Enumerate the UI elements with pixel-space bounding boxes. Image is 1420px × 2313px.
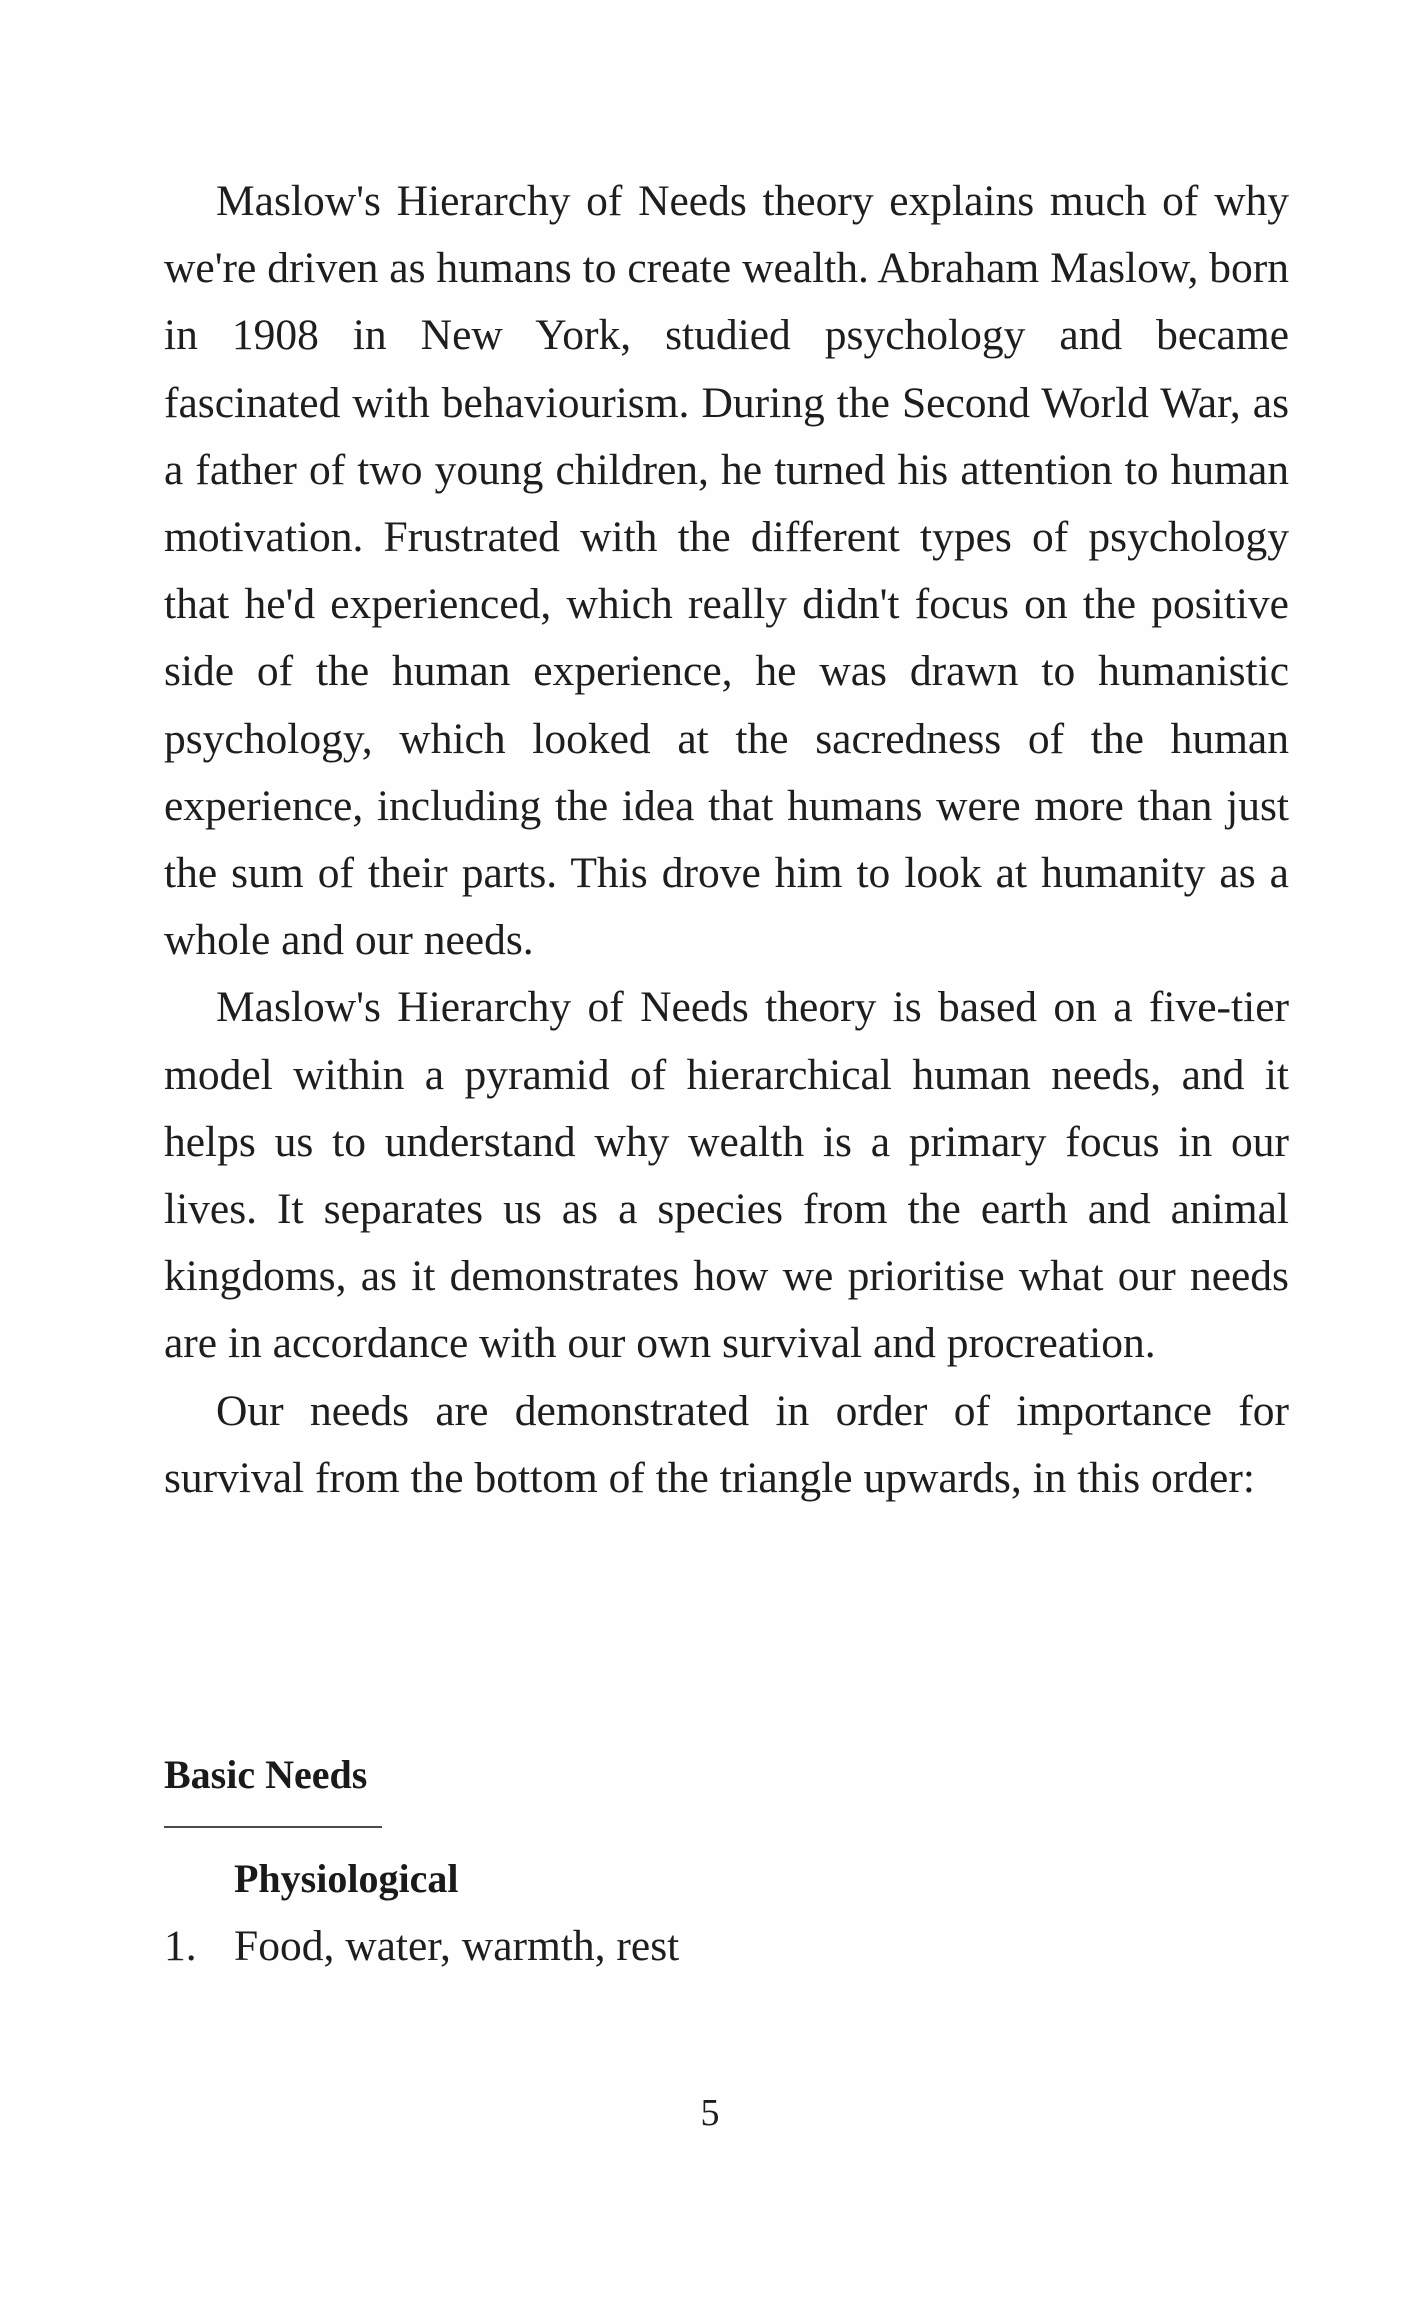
section-heading-basic-needs: Basic Needs [164, 1752, 368, 1797]
body-text [164, 168, 1289, 1512]
list-item-number: 1. [164, 1922, 197, 1970]
list-item-text: Food, water, warmth, rest [234, 1922, 680, 1970]
paragraph-order-of-needs: Our needs are demonstrated in order of importance for survival from the bottom of the triangle upwards, in this order: [164, 1386, 1289, 1502]
heading-underline [164, 1826, 382, 1828]
paragraph-five-tier-model: Maslow's Hierarchy of Needs theory is based on a five-tier model within a pyramid of hierarchical human needs, and it helps us to understand why wealth is a primary focus in our lives. It separates us as a species from the earth and animal kingdoms, as it demonstrates how we prioritise what our needs are in accordance with our own survival and procreation. [164, 983, 1289, 1368]
list-item [164, 1916, 679, 1976]
sub-heading-physiological: Physiological [234, 1856, 459, 1901]
paragraph-maslow-intro: Maslow's Hierarchy of Needs theory explains much of why we're driven as humans to create wealth. Abraham Maslow, born in 1908 in New York, studied psychology and became fascinated with behaviourism. During the Second World War, as a father of two young children, he turned his attention to human motivation. Frustrated with the different types of psychology that he'd experienced, which really didn't focus on the positive side of the human experience, he was drawn to humanistic psychology, which looked at the sacredness of the human experience, including the idea that humans were more than just the sum of their parts. This drove him to look at humanity as a whole and our needs. [164, 177, 1289, 965]
page-number: 5 [700, 2092, 720, 2134]
needs-list [164, 1916, 679, 1976]
